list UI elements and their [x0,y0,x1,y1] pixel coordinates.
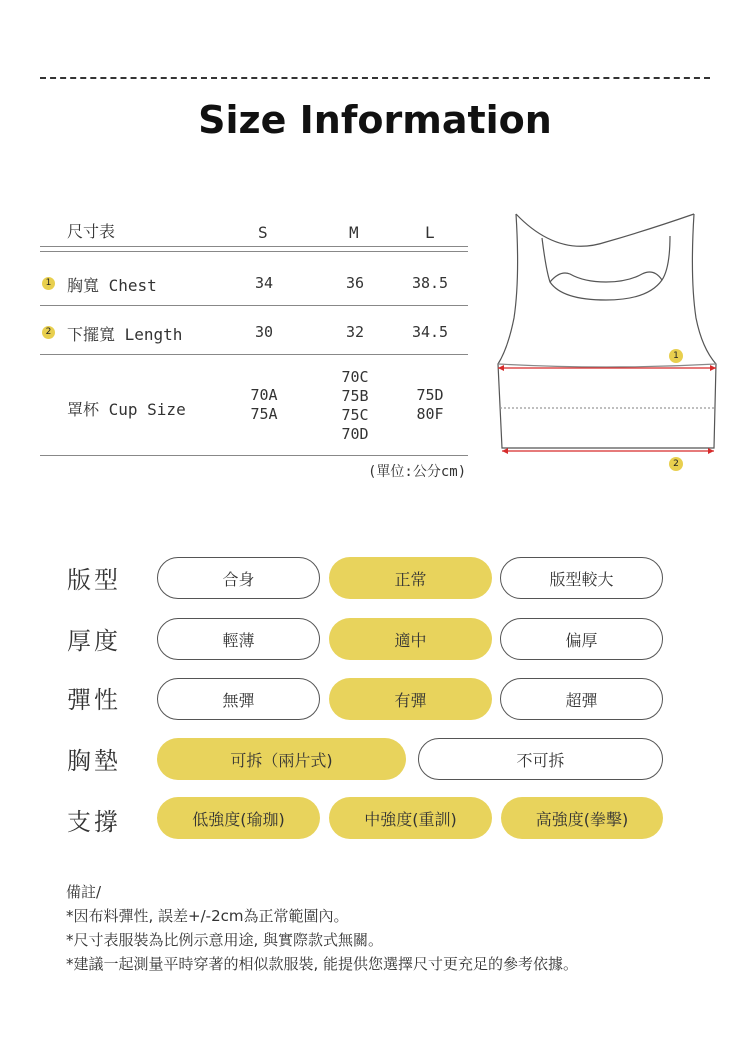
row-label-cup-size: 罩杯 Cup Size [67,400,186,419]
notes-heading: 備註/ [66,883,102,901]
row-label-chest: 胸寬 Chest [67,276,157,295]
option-elasticity-super[interactable]: 超彈 [500,678,663,720]
option-support-low[interactable]: 低強度(瑜珈) [157,797,320,839]
option-pad-removable[interactable]: 可拆（兩片式) [157,738,406,780]
option-fit-slim[interactable]: 合身 [157,557,320,599]
cup-value: 70A [250,386,278,404]
column-header-m: M [349,223,359,242]
table-divider [40,246,468,247]
unit-note: (單位:公分cm) [368,464,467,480]
cell-chest-s: 34 [254,274,274,292]
arrow-left-icon [498,365,504,371]
option-support-high[interactable]: 高強度(拳擊) [501,797,663,839]
option-fit-loose[interactable]: 版型較大 [500,557,663,599]
arrow-left-icon [502,448,508,454]
attribute-label-elasticity: 彈性 [67,686,121,714]
cell-cup-l [400,386,460,424]
dashed-divider [40,77,710,79]
cell-chest-m: 36 [345,274,365,292]
cup-value: 75C [341,406,369,424]
garment-diagram [488,208,728,476]
attribute-label-support: 支撐 [67,808,121,836]
option-elasticity-none[interactable]: 無彈 [157,678,320,720]
cell-cup-m [325,368,385,444]
option-thickness-thin[interactable]: 輕薄 [157,618,320,660]
column-header-l: L [425,223,435,242]
option-support-medium[interactable]: 中強度(重訓) [329,797,492,839]
notes-section [66,880,578,976]
option-thickness-medium[interactable]: 適中 [329,618,492,660]
note-line: *建議一起測量平時穿著的相似款服裝, 能提供您選擇尺寸更充足的參考依據。 [66,955,579,973]
column-header-s: S [258,223,268,242]
cell-length-m: 32 [345,323,365,341]
diagram-marker-2: 2 [669,457,683,471]
arrow-right-icon [708,448,714,454]
cup-value: 75A [250,405,278,423]
table-divider [40,455,468,456]
option-fit-regular[interactable]: 正常 [329,557,492,599]
attribute-label-pad: 胸墊 [67,747,121,775]
option-pad-fixed[interactable]: 不可拆 [418,738,663,780]
note-line: *尺寸表服裝為比例示意用途, 與實際款式無關。 [66,931,384,949]
cell-length-l: 34.5 [411,323,449,341]
table-divider [40,305,468,306]
cup-value: 70D [341,425,369,443]
cell-cup-s [234,386,294,424]
sports-bra-outline-image [488,208,728,476]
note-line: *因布料彈性, 誤差+/-2cm為正常範圍內。 [66,907,349,925]
table-header-label: 尺寸表 [67,222,116,241]
cup-value: 75B [341,387,369,405]
page-title: Size Information [198,98,552,142]
table-divider [40,354,468,355]
cell-chest-l: 38.5 [411,274,449,292]
attribute-label-fit: 版型 [67,566,121,594]
attribute-label-thickness: 厚度 [67,627,121,655]
row-label-length: 下擺寬 Length [67,325,183,344]
cup-value: 80F [416,405,444,423]
cup-value: 75D [416,386,444,404]
option-elasticity-stretch[interactable]: 有彈 [329,678,492,720]
option-thickness-thick[interactable]: 偏厚 [500,618,663,660]
cell-length-s: 30 [254,323,274,341]
diagram-marker-1: 1 [669,349,683,363]
marker-badge-2: 2 [42,326,55,339]
cup-value: 70C [341,368,369,386]
marker-badge-1: 1 [42,277,55,290]
arrow-right-icon [710,365,716,371]
table-divider [40,251,468,252]
